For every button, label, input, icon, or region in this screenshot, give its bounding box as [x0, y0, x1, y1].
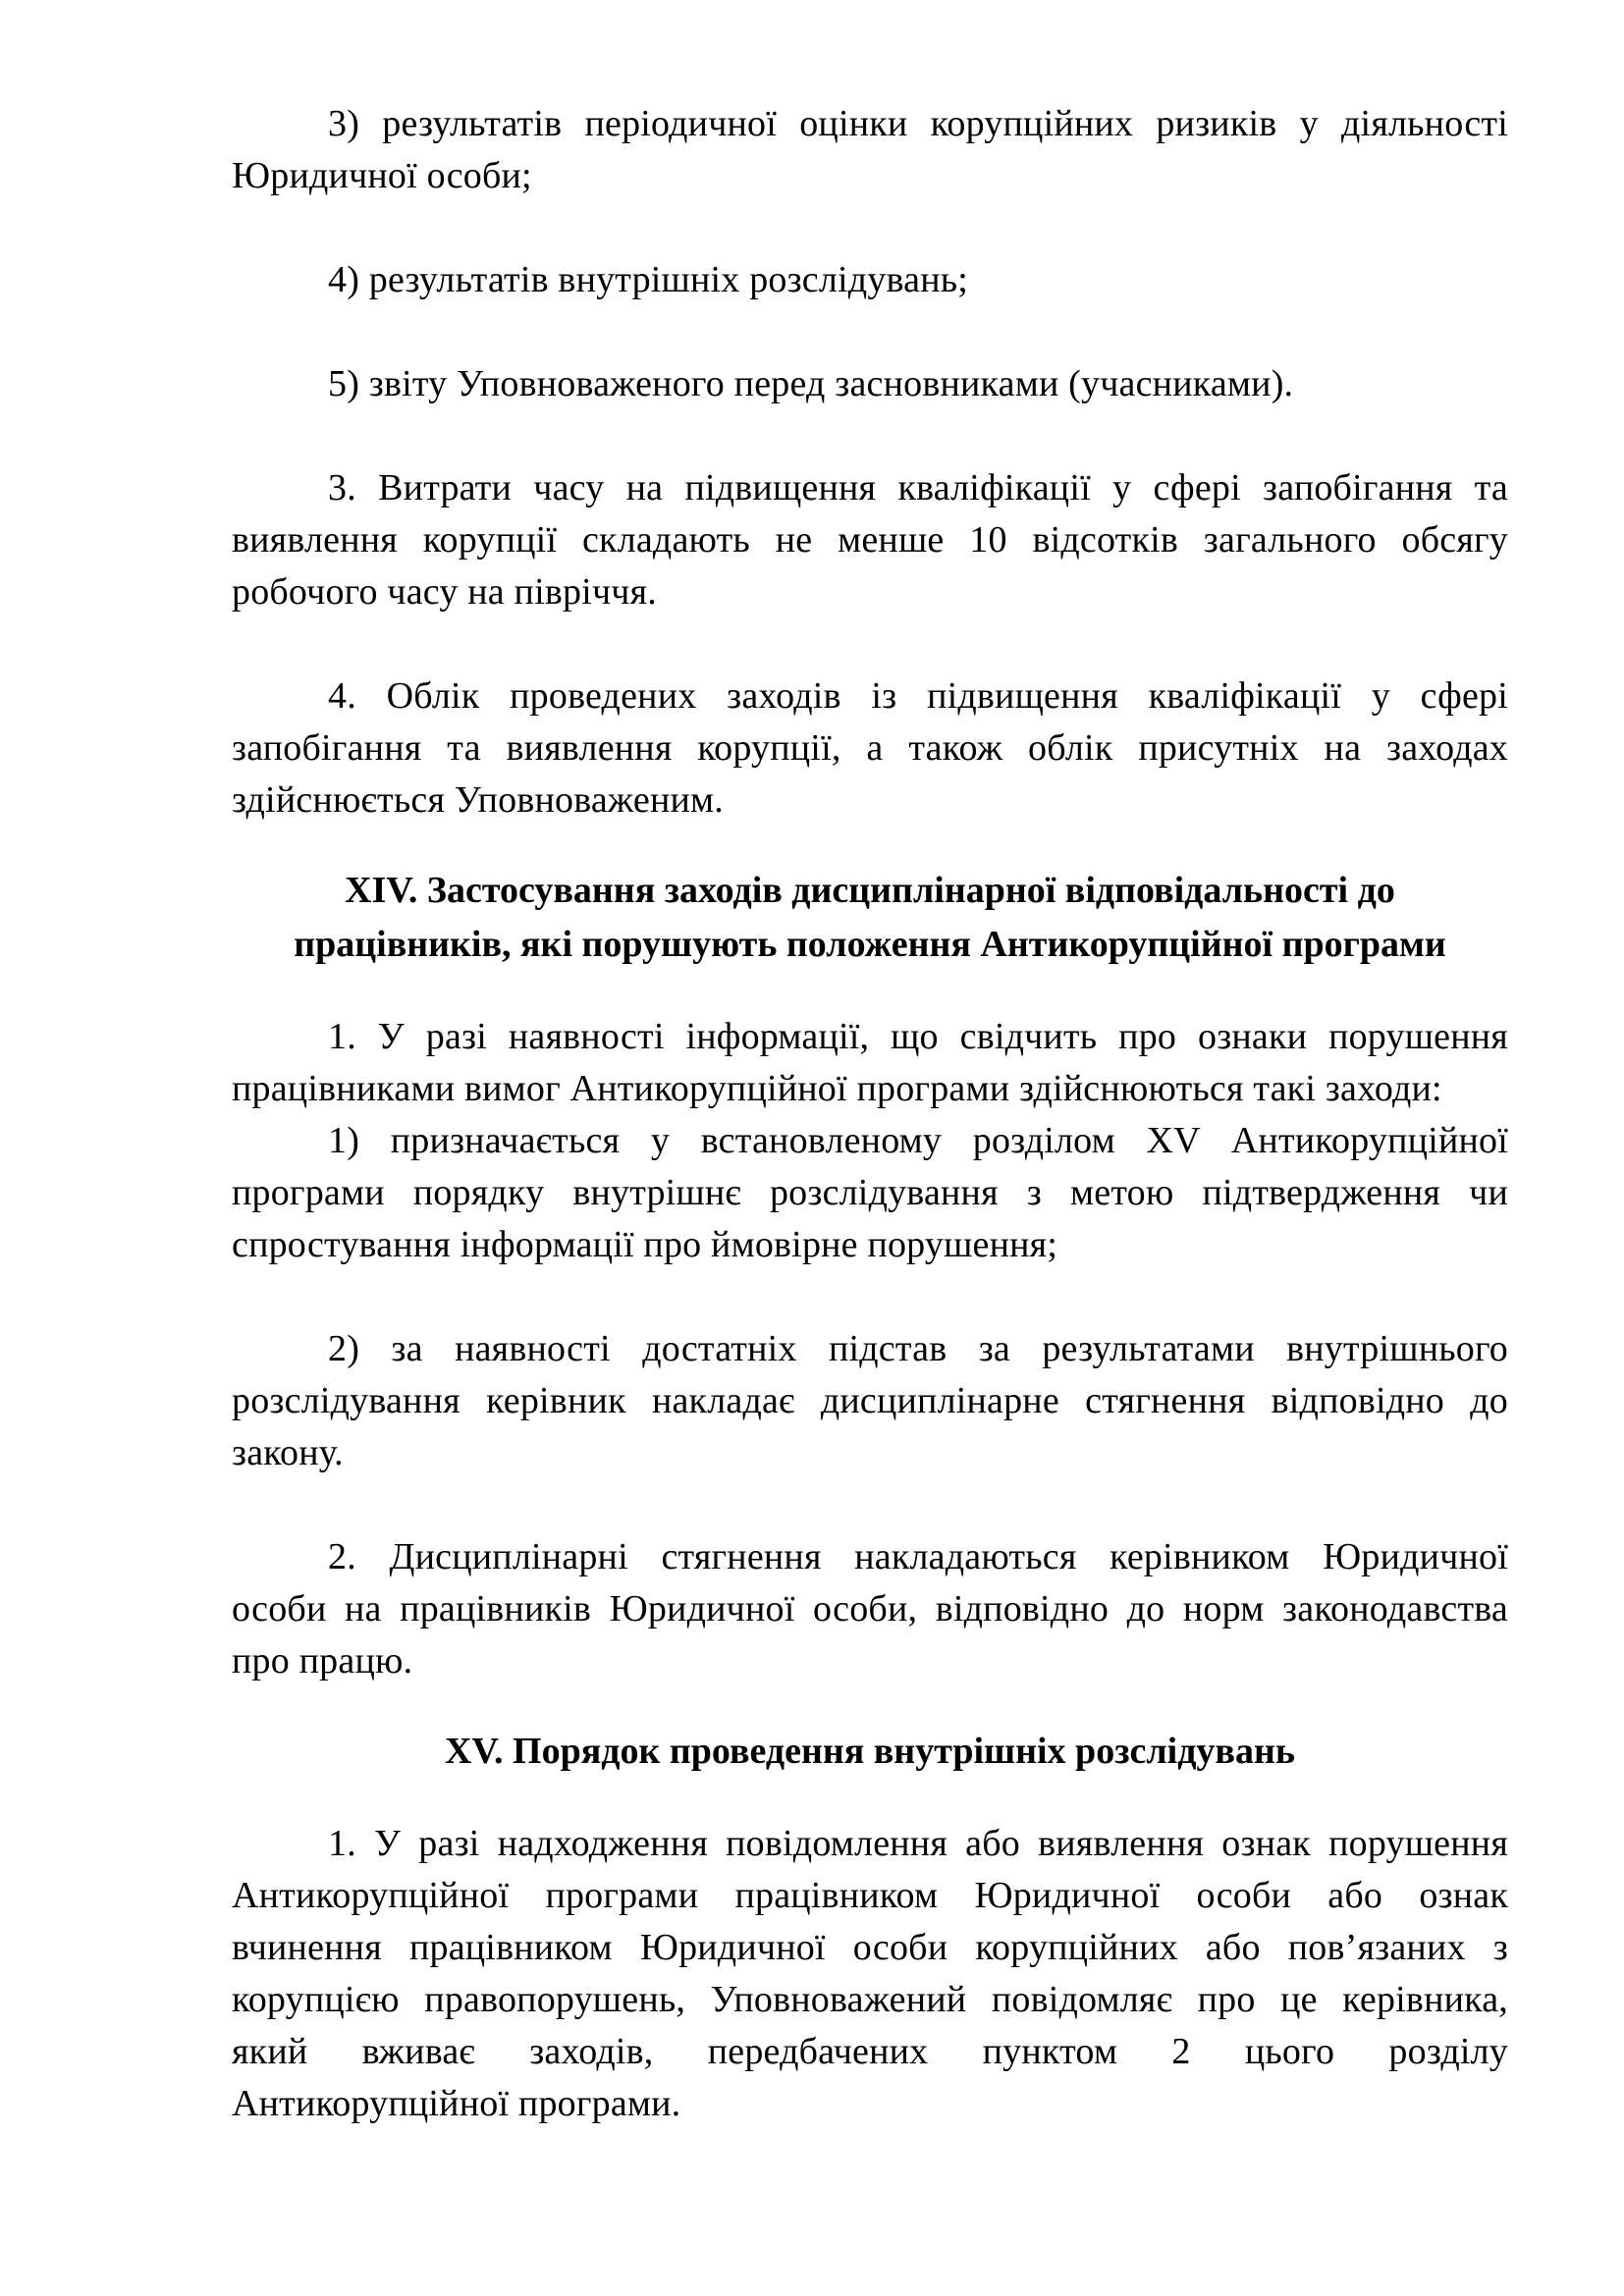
document-body [232, 98, 1508, 2130]
text-line: спростування інформації про ймовірне порушення; [232, 1224, 1058, 1265]
clause-xv-1 [232, 1818, 1508, 2130]
clause-4 [232, 670, 1508, 827]
heading-section-xv [232, 1725, 1508, 1779]
heading-line: працівників, які порушують положення Антикорупційної програми [294, 924, 1446, 965]
heading-line: XIV. Застосування заходів дисциплінарної відповідальності до [345, 870, 1395, 911]
text-line: Антикорупційної програми. [232, 2083, 681, 2124]
heading-line: XV. Порядок проведення внутрішніх розслідувань [445, 1731, 1295, 1772]
text-line: особи на працівників Юридичної особи, відповідно до норм законодавства [232, 1588, 1508, 1629]
heading-section-xiv [232, 864, 1508, 972]
text-line: Юридичної особи; [232, 155, 532, 196]
text-line: 4. Облік проведених заходів із підвищення кваліфікації у сфері [328, 675, 1508, 717]
text-line: 3. Витрати часу на підвищення кваліфікації у сфері запобігання та [328, 467, 1508, 508]
text-line: про працю. [232, 1640, 413, 1682]
text-line: 1. У разі надходження повідомлення або виявлення ознак порушення [328, 1823, 1508, 1864]
text-line: 2) за наявності достатніх підстав за результатами внутрішнього [328, 1328, 1508, 1369]
text-line: 4) результатів внутрішніх розслідувань; [328, 259, 969, 300]
text-line: виявлення корупції складають не менше 10 відсотків загального обсягу [232, 519, 1508, 561]
text-line: 2. Дисциплінарні стягнення накладаються керівником Юридичної [328, 1536, 1508, 1577]
list-item-5 [232, 358, 1508, 410]
clause-xiv-1 [232, 1011, 1508, 1115]
list-item-3 [232, 98, 1508, 202]
text-line: вчинення працівником Юридичної особи корупційних або пов’язаних з [232, 1927, 1508, 1968]
text-line: Антикорупційної програми працівником Юридичної особи або ознак [232, 1875, 1508, 1916]
text-line: програми порядку внутрішнє розслідування з метою підтвердження чи [232, 1172, 1508, 1213]
clause-3 [232, 462, 1508, 618]
text-line: закону. [232, 1432, 344, 1473]
clause-xiv-1-2 [232, 1323, 1508, 1479]
text-line: розслідування керівник накладає дисциплінарне стягнення відповідно до [232, 1380, 1508, 1421]
text-line: 1. У разі наявності інформації, що свідчить про ознаки порушення [328, 1016, 1508, 1057]
text-line: 1) призначається у встановленому розділом XV Антикорупційної [328, 1120, 1508, 1161]
text-line: здійснюється Уповноваженим. [232, 779, 724, 821]
text-line: запобігання та виявлення корупції, а також облік присутніх на заходах [232, 727, 1508, 769]
clause-xiv-1-1 [232, 1115, 1508, 1271]
text-line: працівниками вимог Антикорупційної програми здійснюються такі заходи: [232, 1068, 1442, 1109]
list-item-4 [232, 254, 1508, 306]
text-line: 5) звіту Уповноваженого перед засновниками (учасниками). [328, 363, 1294, 404]
text-line: 3) результатів періодичної оцінки корупційних ризиків у діяльності [328, 103, 1508, 144]
text-line: який вживає заходів, передбачених пунктом 2 цього розділу [232, 2031, 1508, 2072]
clause-xiv-2 [232, 1531, 1508, 1687]
text-line: корупцією правопорушень, Уповноважений повідомляє про це керівника, [232, 1979, 1508, 2020]
text-line: робочого часу на півріччя. [232, 571, 657, 613]
